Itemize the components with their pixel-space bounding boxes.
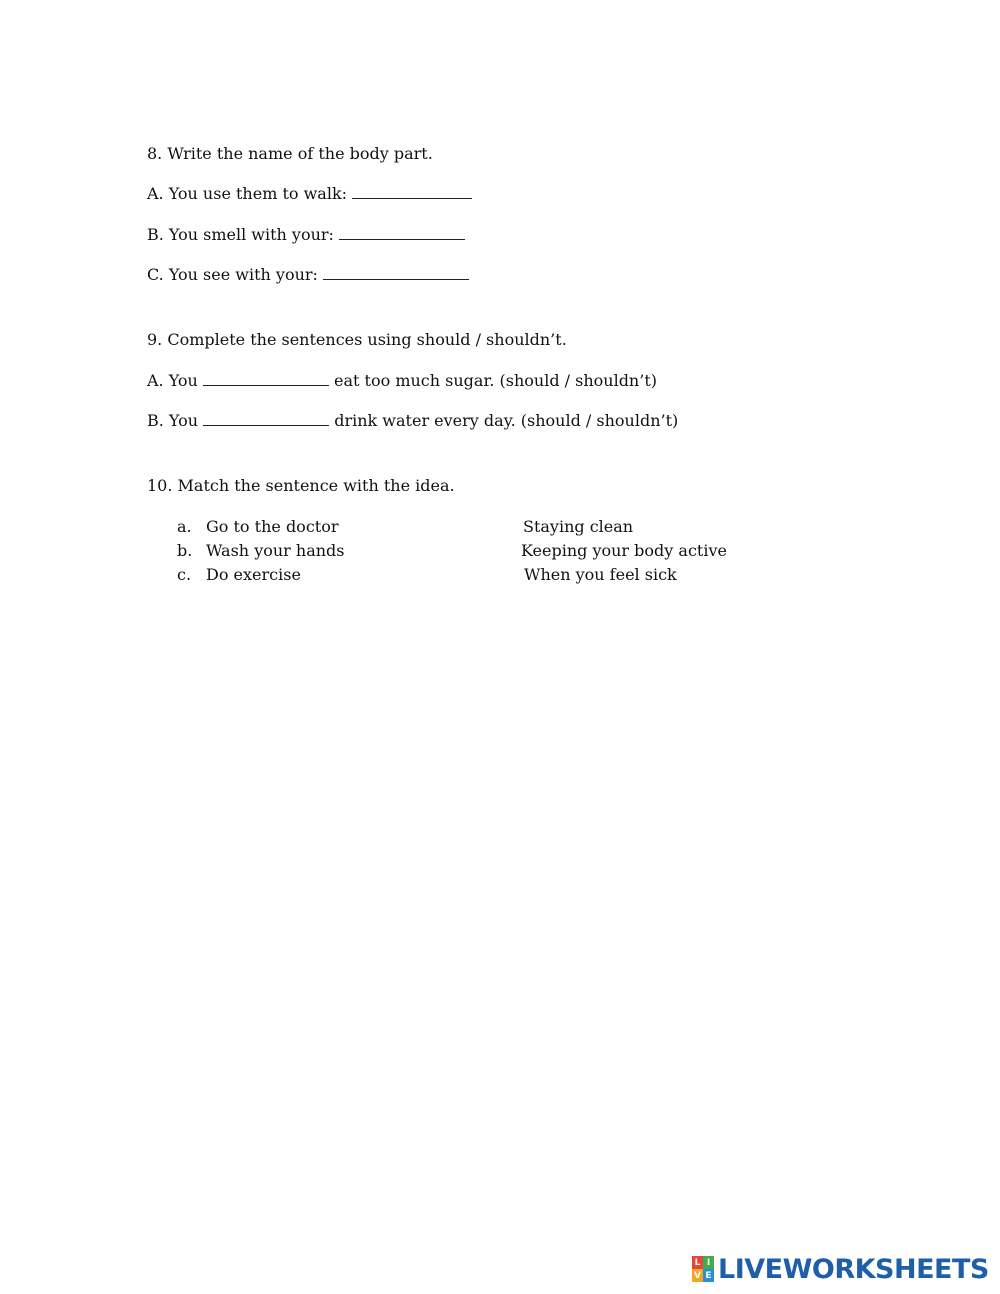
answer-blank-8b[interactable] <box>339 225 465 240</box>
question-9-b <box>147 411 678 431</box>
match-letter: c. <box>177 565 192 584</box>
logo-letter: L <box>692 1256 703 1269</box>
question-9-a <box>147 371 657 391</box>
answer-blank-9b[interactable] <box>203 411 329 426</box>
question-9-b-suffix: drink water every day. (should / shouldn’t) <box>329 411 679 430</box>
question-8-c <box>147 265 469 285</box>
brand-name: LIVEWORKSHEETS <box>718 1253 989 1285</box>
question-8-c-text: C. You see with your: <box>147 265 324 284</box>
match-right-item[interactable]: Staying clean <box>523 517 634 536</box>
match-left-item[interactable]: Do exercise <box>206 565 301 584</box>
match-row <box>147 541 847 561</box>
question-9-title: 9. Complete the sentences using should / shouldn’t. <box>147 330 567 349</box>
match-letter: b. <box>177 541 193 560</box>
logo-letter: E <box>703 1269 714 1282</box>
match-row <box>147 517 847 537</box>
match-left-item[interactable]: Wash your hands <box>206 541 345 560</box>
answer-blank-8c[interactable] <box>323 265 469 280</box>
match-letter: a. <box>177 517 192 536</box>
question-8-b-text: B. You smell with your: <box>147 225 340 244</box>
question-8-a-text: A. You use them to walk: <box>147 184 353 203</box>
match-left-item[interactable]: Go to the doctor <box>206 517 339 536</box>
question-8-a <box>147 184 472 204</box>
liveworksheets-brand <box>692 1253 989 1285</box>
question-9-b-prefix: B. You <box>147 411 204 430</box>
liveworksheets-logo-icon <box>692 1256 714 1282</box>
logo-letter: V <box>692 1269 703 1282</box>
logo-letter: I <box>703 1256 714 1269</box>
question-9-a-suffix: eat too much sugar. (should / shouldn’t) <box>328 371 657 390</box>
match-row <box>147 565 847 585</box>
question-9-a-prefix: A. You <box>147 371 203 390</box>
match-right-item[interactable]: When you feel sick <box>524 565 677 584</box>
question-8-b <box>147 225 465 245</box>
answer-blank-8a[interactable] <box>352 184 472 199</box>
match-right-item[interactable]: Keeping your body active <box>521 541 727 560</box>
answer-blank-9a[interactable] <box>203 371 329 386</box>
question-8-title: 8. Write the name of the body part. <box>147 144 433 163</box>
question-10-title: 10. Match the sentence with the idea. <box>147 476 455 495</box>
